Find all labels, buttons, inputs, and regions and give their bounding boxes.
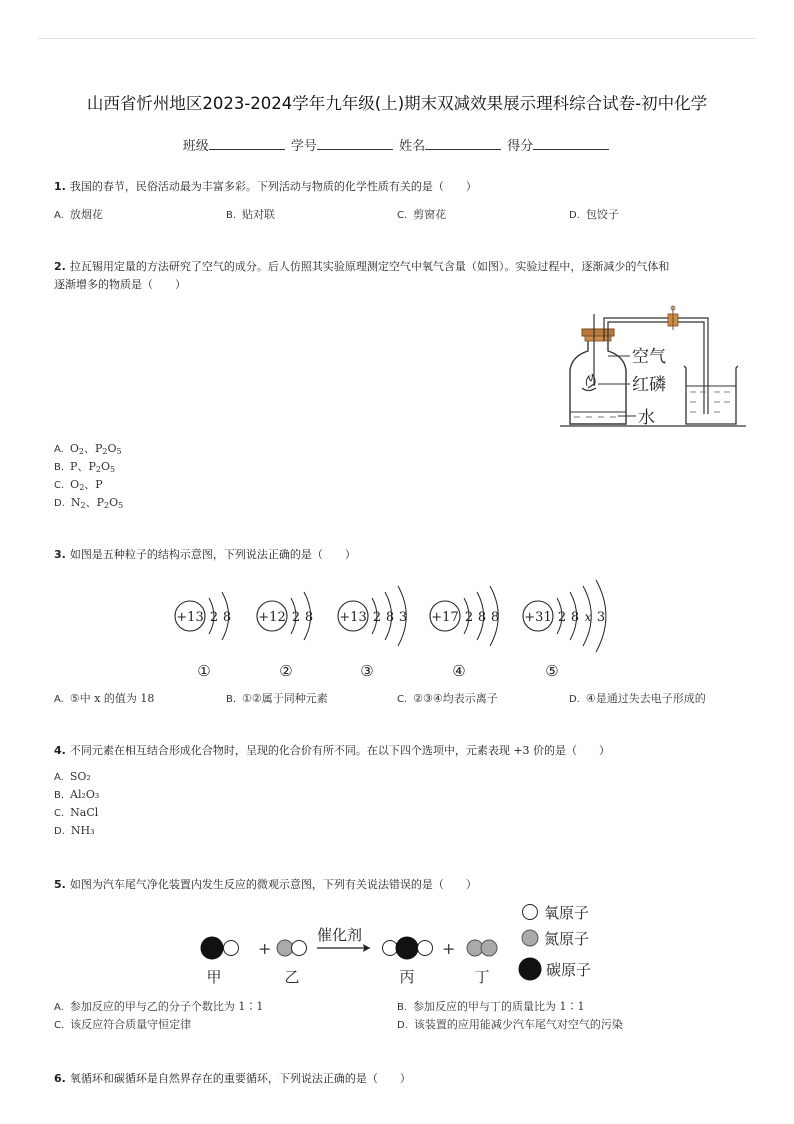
q3-option-d[interactable]: D. ④是通过失去电子形成的 — [569, 692, 706, 705]
question-number: 4. — [54, 744, 66, 757]
label-air: 空气 — [632, 347, 666, 367]
species-label-jia: 甲 — [206, 968, 222, 986]
electron-count: 8 — [304, 610, 314, 625]
student-id-field: 学号 — [291, 135, 395, 154]
q5-option-a[interactable]: A. 参加反应的甲与乙的分子个数比为 1∶1 — [54, 1000, 264, 1013]
page-title: 山西省忻州地区2023-2024学年九年级(上)期末双减效果展示理科综合试卷-初中化学 — [86, 94, 708, 113]
question-number: 6. — [54, 1072, 66, 1085]
student-info-line — [0, 135, 794, 154]
catalyst-label: 催化剂 — [317, 926, 363, 944]
electron-count: 8 — [222, 610, 232, 625]
score-blank[interactable] — [533, 137, 609, 150]
particle-3 — [338, 586, 407, 680]
electron-count: 2 — [291, 610, 301, 625]
class-blank[interactable] — [209, 137, 285, 150]
question-number: 3. — [54, 548, 66, 561]
nucleus-charge: +13 — [176, 610, 204, 625]
particle-label: ① — [197, 662, 211, 680]
q4-option-c[interactable]: C. NaCl — [54, 806, 99, 819]
question-number: 1. — [54, 180, 66, 193]
particle-4 — [430, 586, 499, 680]
electron-count: 8 — [490, 610, 500, 625]
electron-count: 8 — [570, 610, 580, 625]
question-6 — [54, 1070, 744, 1088]
electron-count: 3 — [398, 610, 408, 625]
particle-5 — [523, 580, 606, 680]
oxygen-experiment-figure — [558, 296, 748, 436]
name-blank[interactable] — [425, 137, 501, 150]
nucleus-charge: +31 — [524, 610, 552, 625]
legend-carbon-icon — [519, 958, 541, 980]
carbon-atom — [201, 937, 223, 959]
question-text-line2: 逐渐增多的物质是（ ） — [54, 278, 186, 291]
electron-count: 2 — [464, 610, 474, 625]
question-number: 5. — [54, 878, 66, 891]
plus-sign: + — [258, 939, 272, 958]
q5-option-d[interactable]: D. 该装置的应用能减少汽车尾气对空气的污染 — [397, 1018, 623, 1031]
q1-option-d[interactable]: D. 包饺子 — [569, 208, 619, 221]
question-text: 不同元素在相互结合形成化合物时，呈现的化合价有所不同。在以下四个选项中，元素表现 +3 价的是（ ） — [69, 744, 611, 757]
reaction-micro-diagram — [190, 898, 610, 992]
oxygen-atom — [383, 941, 398, 956]
question-2 — [54, 258, 744, 294]
electron-count: 2 — [209, 610, 219, 625]
legend-oxygen: 氧原子 — [544, 904, 590, 922]
electron-count: 2 — [372, 610, 382, 625]
nucleus-charge: +17 — [431, 610, 459, 625]
q1-option-c[interactable]: C. 剪窗花 — [397, 208, 447, 221]
legend-oxygen-icon — [523, 905, 538, 920]
particle-label: ④ — [452, 662, 466, 680]
legend-nitrogen-icon — [522, 930, 538, 946]
electron-count: x — [584, 610, 592, 624]
q3-option-c[interactable]: C. ②③④均表示离子 — [397, 692, 498, 705]
particle-2 — [257, 592, 313, 680]
label-water: 水 — [638, 408, 655, 428]
q5-option-b[interactable]: B. 参加反应的甲与丁的质量比为 1∶1 — [397, 1000, 585, 1013]
species-label-yi: 乙 — [284, 968, 300, 986]
label-red-phosphorus: 红磷 — [632, 375, 666, 395]
q4-option-d[interactable]: D. NH₃ — [54, 824, 95, 837]
q2-option-c[interactable]: C. $O_2$、P — [54, 478, 103, 492]
q2-option-d[interactable]: D. $N_2$、$P_2O_5$ — [54, 496, 124, 510]
legend-nitrogen: 氮原子 — [544, 930, 590, 948]
score-field: 得分 — [507, 135, 611, 154]
question-text: 如图是五种粒子的结构示意图，下列说法正确的是（ ） — [69, 548, 356, 561]
question-text: 如图为汽车尾气净化装置内发生反应的微观示意图，下列有关说法错误的是（ ） — [69, 878, 477, 891]
plus-sign: + — [442, 939, 456, 958]
particle-1 — [175, 592, 231, 680]
electron-count: 8 — [477, 610, 487, 625]
legend-carbon: 碳原子 — [546, 961, 592, 979]
q4-option-b[interactable]: B. Al₂O₃ — [54, 788, 100, 801]
oxygen-atom — [292, 941, 307, 956]
particle-label: ② — [279, 662, 293, 680]
q2-option-a[interactable]: A. $O_2$、$P_2O_5$ — [54, 442, 122, 456]
q2-option-b[interactable]: B. P、$P_2O_5$ — [54, 460, 116, 474]
q3-option-a[interactable]: A. ⑤中 x 的值为 18 — [54, 692, 155, 705]
electron-count: 3 — [596, 610, 606, 625]
name-field: 姓名 — [399, 135, 503, 154]
nucleus-charge: +12 — [258, 610, 286, 625]
question-4 — [54, 742, 744, 760]
species-label-ding: 丁 — [474, 968, 490, 986]
question-number: 2. — [54, 260, 66, 273]
species-label-bing: 丙 — [399, 968, 415, 986]
particle-label: ③ — [360, 662, 374, 680]
question-text: 氧循环和碳循环是自然界存在的重要循环，下列说法正确的是（ ） — [69, 1072, 411, 1085]
nitrogen-atom — [481, 940, 497, 956]
q4-option-a[interactable]: A. SO₂ — [54, 770, 91, 783]
carbon-atom — [396, 937, 418, 959]
q3-option-b[interactable]: B. ①②属于同种元素 — [226, 692, 328, 705]
question-3 — [54, 546, 744, 564]
oxygen-atom — [224, 941, 239, 956]
particle-label: ⑤ — [545, 662, 559, 680]
question-text-line1: 拉瓦锡用定量的方法研究了空气的成分。后人仿照其实验原理测定空气中氧气含量（如图）。实验过程中，逐渐减少的气体和 — [69, 260, 670, 273]
question-5 — [54, 876, 744, 894]
electron-count: 8 — [385, 610, 395, 625]
top-divider — [38, 38, 756, 39]
question-1 — [54, 178, 744, 196]
q1-option-a[interactable]: A. 放烟花 — [54, 208, 103, 221]
q1-option-b[interactable]: B. 贴对联 — [226, 208, 276, 221]
atom-structure-diagrams — [160, 572, 640, 684]
nucleus-charge: +13 — [339, 610, 367, 625]
q5-option-c[interactable]: C. 该反应符合质量守恒定律 — [54, 1018, 192, 1031]
oxygen-atom — [418, 941, 433, 956]
question-text: 我国的春节，民俗活动最为丰富多彩。下列活动与物质的化学性质有关的是（ ） — [69, 180, 477, 193]
class-field: 班级 — [183, 135, 287, 154]
student-id-blank[interactable] — [317, 137, 393, 150]
nitrogen-atom — [277, 940, 293, 956]
electron-count: 2 — [557, 610, 567, 625]
